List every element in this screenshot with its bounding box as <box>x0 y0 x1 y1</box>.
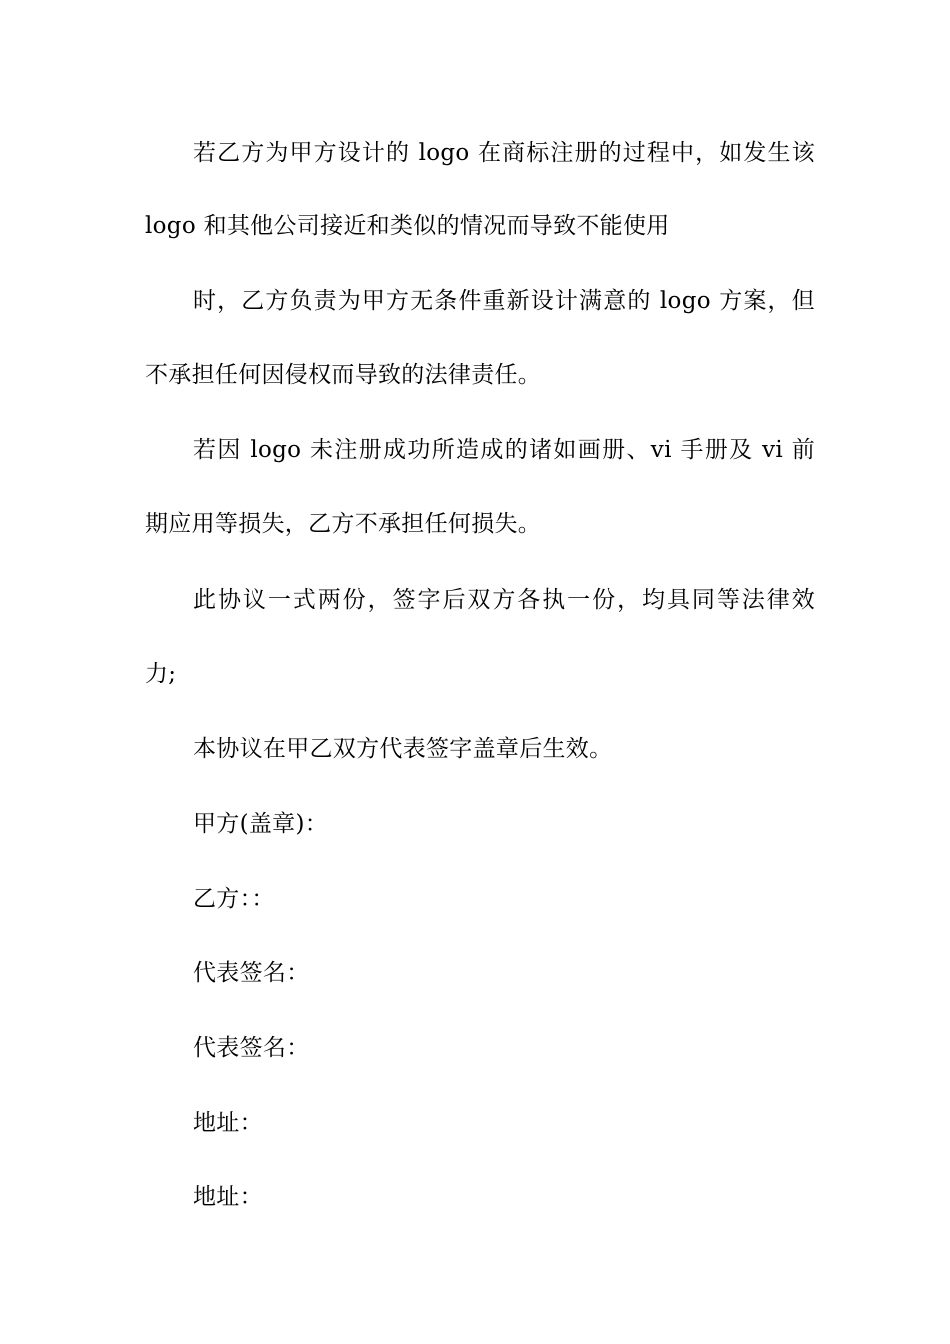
representative-signature-label-a: 代表签名： <box>193 960 310 986</box>
paragraph-line-2: logo 和其他公司接近和类似的情况而导致不能使用 <box>145 213 670 239</box>
paragraph-line-3: 时，乙方负责为甲方无条件重新设计满意的 logo 方案，但 <box>193 288 815 314</box>
effective-clause: 本协议在甲乙双方代表签字盖章后生效。 <box>193 736 613 762</box>
address-label-b: 地址： <box>193 1184 263 1210</box>
paragraph-line-5: 若因 logo 未注册成功所造成的诸如画册、vi 手册及 vi 前 <box>193 437 815 463</box>
paragraph-line-1: 若乙方为甲方设计的 logo 在商标注册的过程中，如发生该 <box>193 140 815 166</box>
paragraph-line-8: 力; <box>145 661 177 687</box>
paragraph-line-7: 此协议一式两份，签字后双方各执一份，均具同等法律效 <box>193 587 815 613</box>
paragraph-line-4: 不承担任何因侵权而导致的法律责任。 <box>145 362 542 388</box>
party-a-seal-label: 甲方(盖章)： <box>193 811 329 837</box>
address-label-a: 地址： <box>193 1110 263 1136</box>
representative-signature-label-b: 代表签名： <box>193 1035 310 1061</box>
paragraph-line-6: 期应用等损失，乙方不承担任何损失。 <box>145 511 542 537</box>
party-b-label: 乙方：： <box>193 886 275 912</box>
